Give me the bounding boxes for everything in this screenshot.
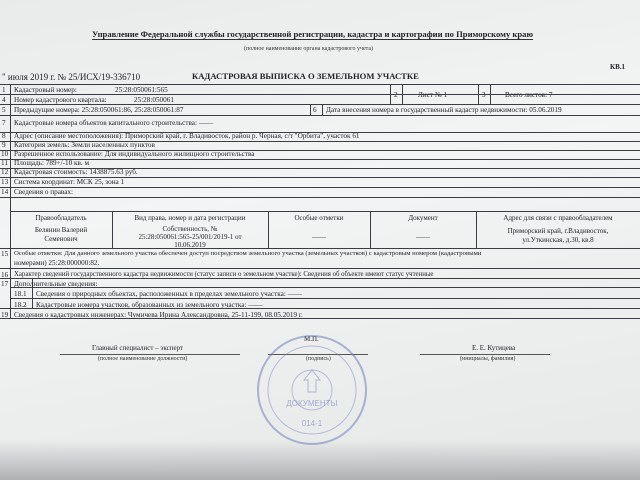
- row-number: 1: [2, 86, 6, 94]
- table-rule: [0, 268, 640, 269]
- sheet-number-index: 2: [394, 91, 398, 99]
- formed-parcels: Кадастровые номера участков, образованных из земельного участка: ——: [36, 301, 263, 309]
- seal-place: М.П.: [304, 335, 319, 343]
- stamp-seal: [252, 330, 372, 450]
- cadastral-number-label: Кадастровый номер:: [14, 86, 77, 94]
- signer-name: Е. Е. Кутицева: [472, 344, 516, 352]
- total-sheets-index: 3: [482, 91, 486, 99]
- right-line2: 25:28:050061:565-25/001/2019-1 от: [138, 233, 242, 241]
- position-caption: (полное наименование должности): [98, 356, 188, 362]
- right-line1: Собственность, №: [162, 225, 218, 233]
- previous-numbers: Предыдущие номера: 25:28:050061:86, 25:28:050061:87: [14, 106, 184, 114]
- table-rule: [402, 84, 403, 104]
- coordinate-system: Система координат: МСК 25, зона 1: [14, 178, 125, 186]
- row-number: 18.2: [14, 301, 27, 309]
- holder-name-line1: Белянин Валерий: [34, 226, 88, 234]
- land-category: Категория земель: Земли населенных пунктов: [14, 141, 155, 149]
- table-rule: [0, 84, 640, 85]
- signature-underline: [60, 354, 240, 355]
- cadastral-number-value: 25:28:050061:565: [115, 86, 168, 94]
- signature-underline: [420, 354, 550, 355]
- table-rule: [478, 84, 479, 104]
- table-rule: [310, 104, 311, 115]
- special-marks-value: ——: [312, 233, 326, 241]
- row-number: 13: [1, 178, 9, 186]
- row-number: 18.1: [14, 290, 27, 298]
- cadastral-engineers: Сведения о кадастровых инженерах: Чумичева Ирина Александровна, 25-11-199, 08.05.2019 г.: [14, 311, 303, 319]
- holder-name-line2: Семенович: [44, 235, 78, 243]
- row-number: 11: [1, 159, 8, 167]
- holder-address-line1: Приморский край, г.Владивосток,: [507, 227, 609, 235]
- table-rule: [322, 104, 323, 115]
- natural-objects: Сведения о природных объектах, расположенных в пределах земельного участка: ——: [36, 290, 302, 298]
- table-rule: [0, 159, 640, 160]
- table-rule: [0, 248, 640, 249]
- rights-label: Сведения о правах:: [14, 188, 73, 196]
- signature-caption: (подпись): [306, 356, 331, 362]
- row-number: 5: [2, 106, 6, 114]
- rights-header-right: Вид права, номер и дата регистрации: [134, 214, 246, 222]
- special-notes-line1: Особые отметки: Для данного земельного участка обеспечен доступ посредством земельного участка (земельных участков) с кадастровым номером (кадастровыми: [14, 250, 482, 257]
- table-rule: [490, 84, 491, 104]
- name-caption: (инициалы, фамилия): [460, 356, 516, 362]
- table-rule: [390, 84, 391, 104]
- authority-caption: (полное наименование органа кадастрового учета): [244, 46, 374, 52]
- photo-shadow: [0, 440, 640, 480]
- row-number: 8: [2, 132, 6, 140]
- date-number: " июля 2019 г. № 25/ИСХ/19-336710: [2, 72, 141, 82]
- table-rule: [10, 211, 640, 212]
- area: Площадь: 789+/-10 кв. м: [14, 159, 90, 167]
- right-line3: 10.06.2019: [174, 241, 206, 249]
- table-rule: [0, 115, 640, 116]
- total-sheets: Всего листов: 7: [505, 91, 553, 99]
- sheet-number: Лист № 1: [418, 91, 448, 99]
- document-value: ——: [416, 233, 430, 241]
- stamp-number: 014-1: [301, 419, 323, 428]
- additional-info-label: Дополнительные сведения:: [14, 280, 98, 288]
- special-notes-line2: номерами) 25:28:000000:82.: [14, 259, 100, 267]
- row-number: 15: [1, 250, 9, 258]
- rights-header-document: Документ: [408, 214, 438, 222]
- row-number: 4: [2, 96, 6, 104]
- table-rule: [0, 187, 640, 188]
- row-number: 19: [1, 311, 9, 319]
- rights-header-holder: Правообладатель: [35, 214, 87, 222]
- row-number: 9: [2, 141, 6, 149]
- quarter-value: 25:28:050061: [134, 96, 174, 104]
- table-rule: [10, 84, 11, 318]
- capital-objects: Кадастровые номера объектов капитального строительства: ——: [14, 119, 214, 127]
- table-rule: [0, 197, 640, 198]
- stamp-word: ДОКУМЕНТЫ: [286, 399, 338, 408]
- quarter-label: Номер кадастрового квартала:: [14, 96, 107, 104]
- row-number: 12: [1, 168, 9, 176]
- record-status: Характер сведений государственного кадастра недвижимости (статус записи о земельном участке): Сведения об объекте имеют статус учтенные: [14, 271, 434, 278]
- form-code: КВ.1: [610, 63, 625, 71]
- address: Адрес (описание местоположения): Приморский край, г. Владивосток, район р. Черная, с/т "Орбита", участок 61: [14, 132, 360, 140]
- row-number: 17: [1, 280, 9, 288]
- rights-header-address: Адрес для связи с правообладателем: [503, 214, 613, 222]
- permitted-use: Разрешенное использование: Для индивидуального жилищного строительства: [14, 150, 255, 158]
- signer-position: Главный специалист – эксперт: [92, 344, 184, 352]
- holder-address-line2: ул.Уткинская, д.30, кв.8: [522, 236, 594, 244]
- row-number: 6: [313, 106, 317, 114]
- document-title: КАДАСТРОВАЯ ВЫПИСКА О ЗЕМЕЛЬНОМ УЧАСТКЕ: [192, 71, 419, 81]
- cadastral-cost: Кадастровая стоимость: 1438875.63 руб.: [14, 168, 138, 176]
- row-number: 14: [1, 188, 9, 196]
- authority-name: Управление Федеральной службы государственной регистрации, кадастра и картографии по Приморскому краю: [92, 29, 534, 39]
- table-rule: [10, 287, 640, 288]
- rights-header-marks: Особые отметки: [294, 214, 344, 222]
- row-number: 10: [1, 150, 9, 158]
- row-number: 7: [2, 119, 6, 127]
- row-number: 16: [1, 271, 9, 279]
- date-of-entry: Дата внесения номера в государственный кадастр недвижимости: 05.06.2019: [326, 106, 562, 114]
